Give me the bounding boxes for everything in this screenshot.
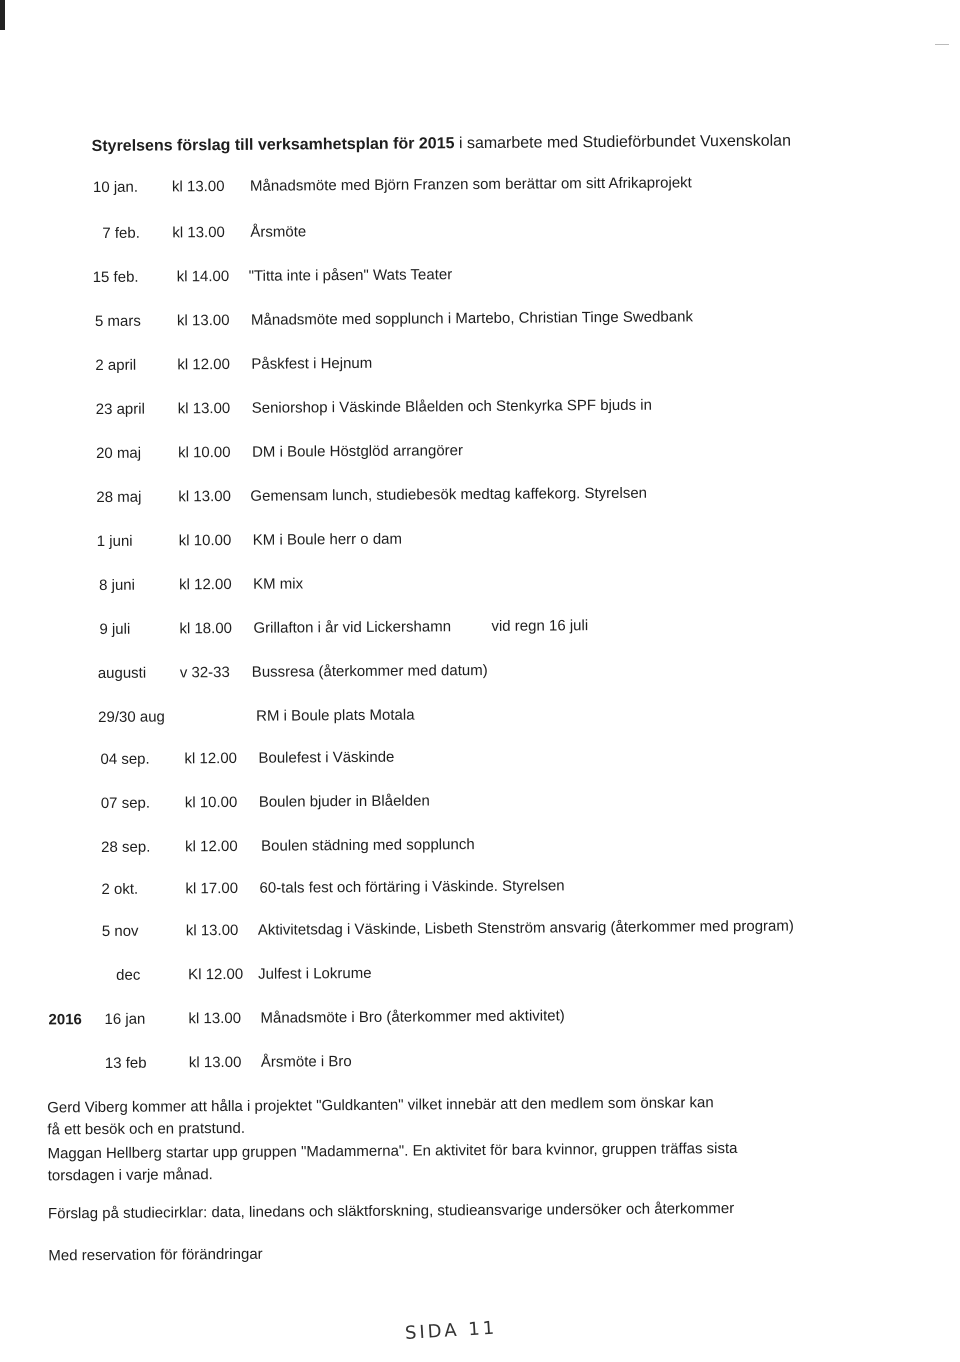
event-date: augusti (97, 664, 147, 683)
event-description: Bussresa (återkommer med datum) (251, 661, 488, 681)
event-row (0, 570, 959, 600)
event-row (0, 438, 958, 468)
event-description: Boulen städning med sopplunch (261, 836, 475, 855)
event-row (1, 832, 960, 862)
event-time: kl 13.00 (188, 1053, 242, 1072)
event-row (1, 874, 960, 904)
event-description: Månadsmöte med Björn Franzen som berättar om sitt Afrikaprojekt (249, 174, 692, 195)
event-row (2, 916, 960, 946)
event-row (0, 658, 960, 688)
event-row (2, 1004, 960, 1034)
note-line: torsdagen i varje månad. (47, 1166, 213, 1185)
event-row (0, 394, 958, 424)
document-heading (92, 133, 791, 156)
event-description: "Titta inte i påsen" Wats Teater (248, 266, 453, 285)
event-description: Julfest i Lokrume (258, 964, 372, 983)
event-row (0, 744, 960, 774)
heading-rest: i samarbete med Studieförbundet Vuxenskolan (454, 132, 792, 153)
event-date: 29/30 aug (98, 708, 165, 726)
event-time: kl 13.00 (176, 311, 230, 330)
event-date: 2 okt. (101, 880, 139, 898)
event-date: 10 jan. (92, 178, 139, 197)
event-row (3, 1048, 960, 1078)
event-date: 15 feb. (92, 268, 139, 287)
event-description: DM i Boule Höstglöd arrangörer (251, 442, 464, 461)
event-time: kl 13.00 (178, 487, 232, 506)
event-extra-note: vid regn 16 juli (491, 617, 589, 635)
event-date: 04 sep. (100, 750, 150, 768)
event-description: Grillafton i år vid Lickershamn (253, 618, 452, 637)
event-description: KM i Boule herr o dam (252, 530, 403, 549)
event-time: kl 13.00 (172, 223, 225, 242)
event-time: kl 12.00 (184, 749, 238, 768)
event-date: 16 jan (104, 1010, 146, 1028)
event-description: Årsmöte (250, 223, 307, 241)
event-row (0, 526, 959, 556)
event-time: kl 17.00 (185, 879, 239, 898)
event-date: 07 sep. (100, 794, 151, 812)
event-row (0, 350, 957, 380)
event-time: v 32-33 (179, 663, 230, 682)
event-description: Boulefest i Väskinde (258, 748, 395, 767)
event-date: 1 juni (96, 532, 133, 551)
event-date: 5 mars (94, 312, 141, 331)
event-row (2, 960, 960, 990)
event-description: Månadsmöte med sopplunch i Martebo, Christian Tinge Swedbank (250, 308, 693, 329)
event-time: kl 10.00 (184, 793, 238, 812)
event-row (0, 482, 958, 512)
event-date: 8 juni (99, 576, 136, 594)
event-time: kl 10.00 (178, 531, 232, 550)
event-description: Årsmöte i Bro (260, 1053, 352, 1071)
event-description: Aktivitetsdag i Väskinde, Lisbeth Stenström ansvarig (återkommer med program) (257, 917, 794, 939)
event-description: Boulen bjuder in Blåelden (258, 792, 430, 811)
event-description: RM i Boule plats Motala (256, 706, 415, 725)
event-date: 28 sep. (101, 838, 151, 856)
event-time: kl 10.00 (177, 443, 231, 462)
event-time: kl 13.00 (188, 1009, 242, 1028)
event-row (0, 614, 960, 644)
event-date: 13 feb (104, 1054, 147, 1072)
note-line: få ett besök och en pratstund. (47, 1119, 246, 1139)
event-description: KM mix (253, 575, 304, 593)
event-time: kl 14.00 (176, 267, 230, 286)
event-date: 2 april (95, 356, 137, 375)
event-description: Seniorshop i Väskinde Blåelden och Stenkyrka SPF bjuds in (251, 396, 652, 417)
event-row (0, 262, 957, 292)
event-date: dec (116, 966, 141, 984)
note-line: Förslag på studiecirklar: data, linedans och släktforskning, studieansvarige undersöker och återkommer (47, 1200, 735, 1223)
event-row (0, 218, 956, 248)
note-line: Med reservation för förändringar (48, 1245, 263, 1265)
heading-bold: Styrelsens förslag till verksamhetsplan för 2015 (91, 135, 455, 156)
event-description: Månadsmöte i Bro (återkommer med aktivitet) (260, 1007, 565, 1027)
note-line: Maggan Hellberg startar upp gruppen "Madammerna". En aktivitet för bara kvinnor, gruppen träffas sista (47, 1139, 738, 1163)
event-row (0, 306, 957, 336)
event-time: kl 12.00 (177, 355, 230, 374)
event-date: 5 nov (101, 922, 139, 940)
event-time: kl 13.00 (185, 921, 239, 940)
event-time: kl 12.00 (185, 837, 238, 856)
event-year: 2016 (48, 1011, 82, 1029)
page-number-handwritten: SIDA 11 (404, 1317, 498, 1345)
event-date: 23 april (95, 400, 145, 419)
event-time: kl 12.00 (179, 575, 232, 594)
event-time: kl 18.00 (179, 619, 233, 638)
note-line: Gerd Viberg kommer att hålla i projektet "Guldkanten" vilket innebär att den medlem som önskar kan (47, 1094, 714, 1117)
event-time: kl 13.00 (171, 177, 225, 196)
event-description: 60-tals fest och förtäring i Väskinde. Styrelsen (259, 877, 565, 897)
event-description: Påskfest i Hejnum (251, 354, 373, 373)
event-description: Gemensam lunch, studiebesök medtag kaffekorg. Styrelsen (250, 484, 648, 505)
event-time: kl 13.00 (177, 399, 231, 418)
event-date: 28 maj (96, 488, 142, 507)
event-row (0, 172, 956, 202)
event-row (0, 702, 960, 732)
event-row (1, 788, 960, 818)
event-date: 7 feb. (102, 224, 140, 242)
event-time: Kl 12.00 (188, 965, 244, 984)
event-date: 20 maj (95, 444, 142, 463)
event-date: 9 juli (99, 620, 131, 638)
